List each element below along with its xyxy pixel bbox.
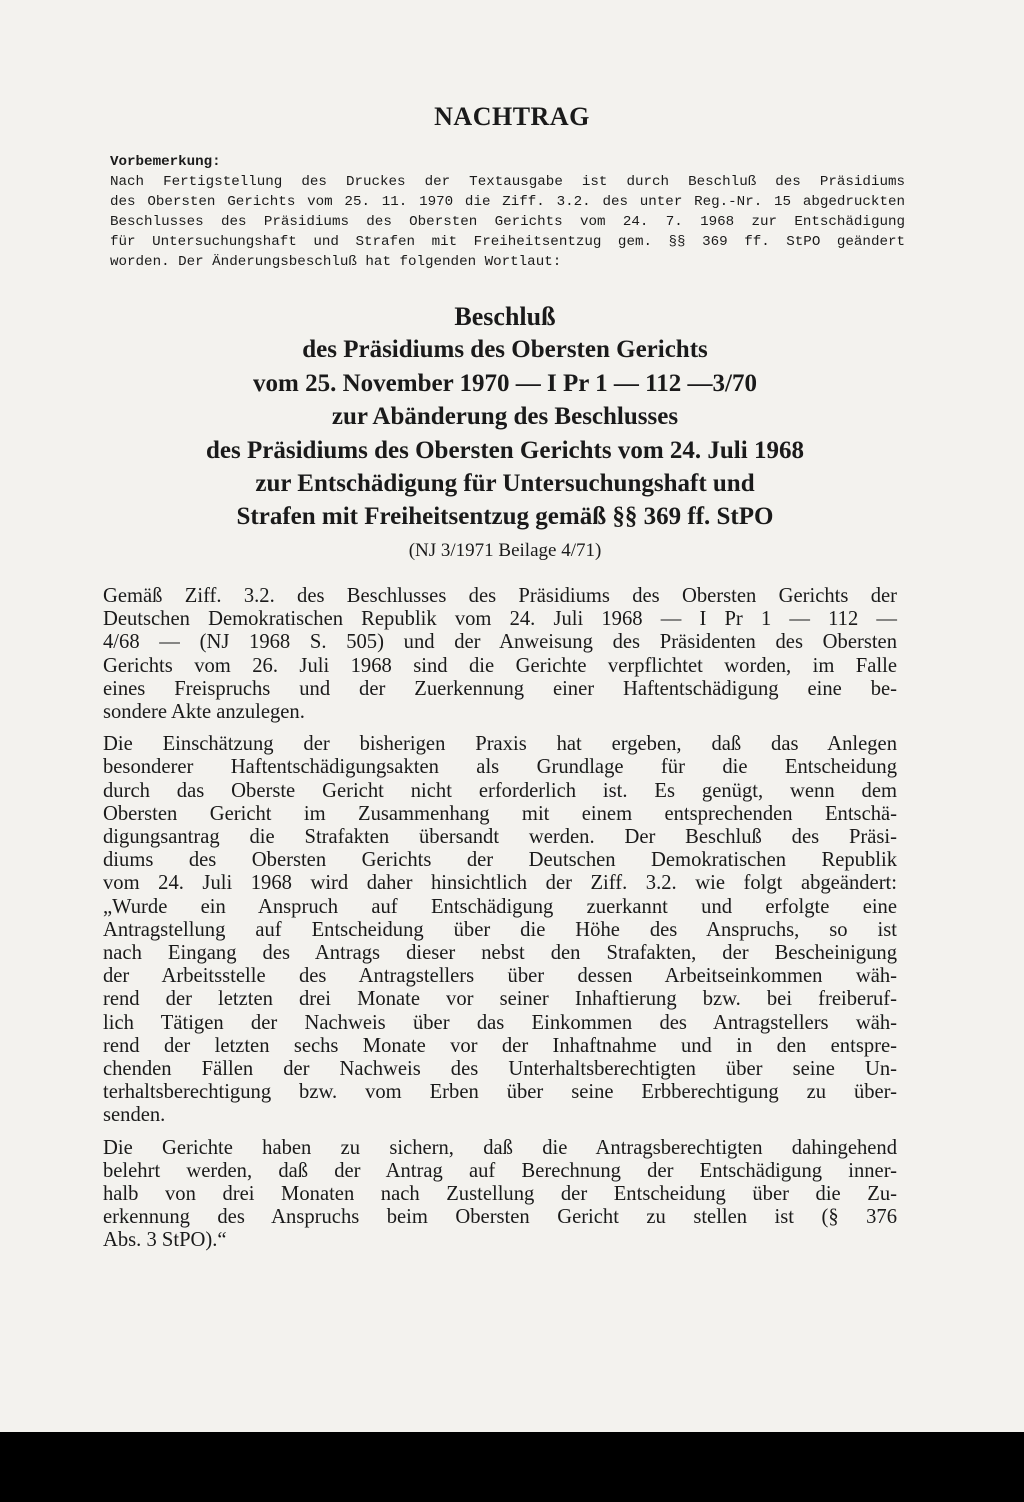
resolution-title-line: vom 25. November 1970 — I Pr 1 — 112 —3/70 [253,369,757,397]
text-line: vom 24. Juli 1968 wird daher hinsichtlich der Ziff. 3.2. wie folgt abgeändert: [103,872,897,895]
text-line: belehrt werden, daß der Antrag auf Berechnung der Entschädigung inner- [103,1159,897,1182]
text-line: diums des Obersten Gerichts der Deutschen Demokratischen Republik [103,849,897,872]
text-line: senden. [103,1104,166,1127]
preliminary-line: des Obersten Gerichts vom 25. 11. 1970 die Ziff. 3.2. des unter Reg.-Nr. 15 abgedruckten [110,194,905,210]
paragraph [103,585,897,724]
text-line: Die Einschätzung der bisherigen Praxis hat ergeben, daß das Anlegen [103,733,897,756]
text-line: Gemäß Ziff. 3.2. des Beschlusses des Präsidiums des Obersten Gerichts der [103,585,897,607]
text-line: chenden Fällen der Nachweis des Unterhaltsberechtigten über seine Un- [103,1058,897,1081]
text-line: lich Tätigen der Nachweis über das Einkommen des Antragstellers wäh- [103,1011,897,1034]
text-line: Abs. 3 StPO).“ [103,1229,227,1252]
text-line: rend der letzten drei Monate vor seiner Inhaftierung bzw. bei freiberuf- [103,988,897,1011]
text-line: halb von drei Monaten nach Zustellung der Entscheidung über die Zu- [103,1183,897,1206]
resolution-title-line: Beschluß [454,302,556,331]
resolution-title-line: des Präsidiums des Obersten Gerichts [302,336,708,364]
preliminary-line: Beschlusses des Präsidiums des Obersten Gerichts vom 24. 7. 1968 zur Entschädigung [110,214,905,230]
preliminary-line: worden. Der Änderungsbeschluß hat folgenden Wortlaut: [110,254,562,270]
text-line: 4/68 — (NJ 1968 S. 505) und der Anweisung des Präsidenten des Obersten [103,631,897,654]
preliminary-line: Nach Fertigstellung des Druckes der Textausgabe ist durch Beschluß des Präsidiums [110,174,905,190]
scan-bottom-border [0,1432,1024,1502]
page-heading: NACHTRAG [434,102,590,131]
text-line: rend der letzten sechs Monate vor der Inhaftnahme und in den entspre- [103,1034,897,1057]
preliminary-note [110,152,905,272]
resolution-title [100,300,910,566]
resolution-title-line: des Präsidiums des Obersten Gerichts vom 24. Juli 1968 [206,436,804,464]
text-line: Die Gerichte haben zu sichern, daß die Antragsberechtigten dahingehend [103,1136,897,1159]
text-line: Deutschen Demokratischen Republik vom 24. Juli 1968 — I Pr 1 — 112 — [103,608,897,631]
preliminary-label: Vorbemerkung: [110,154,221,170]
resolution-title-line: zur Abänderung des Beschlusses [331,403,679,431]
text-line: erkennung des Anspruchs beim Obersten Gericht zu stellen ist (§ 376 [103,1206,897,1229]
body-text [103,585,897,1262]
paragraph [103,1137,897,1253]
text-line: der Arbeitsstelle des Antragstellers über dessen Arbeitseinkommen wäh- [103,965,897,988]
text-line: durch das Oberste Gericht nicht erforderlich ist. Es genügt, wenn dem [103,779,897,802]
resolution-title-line: Strafen mit Freiheitsentzug gemäß §§ 369 ff. StPO [236,503,774,531]
source-reference: (NJ 3/1971 Beilage 4/71) [408,539,602,561]
preliminary-line: für Untersuchungshaft und Strafen mit Freiheitsentzug gem. §§ 369 ff. StPO geändert [110,234,905,250]
text-line: „Wurde ein Anspruch auf Entschädigung zuerkannt und erfolgte eine [103,895,897,918]
text-line: sondere Akte anzulegen. [103,701,305,724]
resolution-title-line: zur Entschädigung für Untersuchungshaft und [255,470,755,498]
text-line: digungsantrag die Strafakten übersandt werden. Der Beschluß des Präsi- [103,826,897,849]
text-line: eines Freispruchs und der Zuerkennung einer Haftentschädigung eine be- [103,677,897,700]
text-line: terhaltsberechtigung bzw. vom Erben über seine Erbberechtigung zu über- [103,1081,897,1104]
text-line: Obersten Gericht im Zusammenhang mit einem entsprechenden Entschä- [103,802,897,825]
text-line: nach Eingang des Antrags dieser nebst den Strafakten, der Bescheinigung [103,942,897,965]
text-line: Antragstellung auf Entscheidung über die Höhe des Anspruchs, so ist [103,918,897,941]
paragraph [103,733,897,1127]
text-line: besonderer Haftentschädigungsakten als Grundlage für die Entscheidung [103,756,897,779]
text-line: Gerichts vom 26. Juli 1968 sind die Gerichte verpflichtet worden, im Falle [103,654,897,677]
